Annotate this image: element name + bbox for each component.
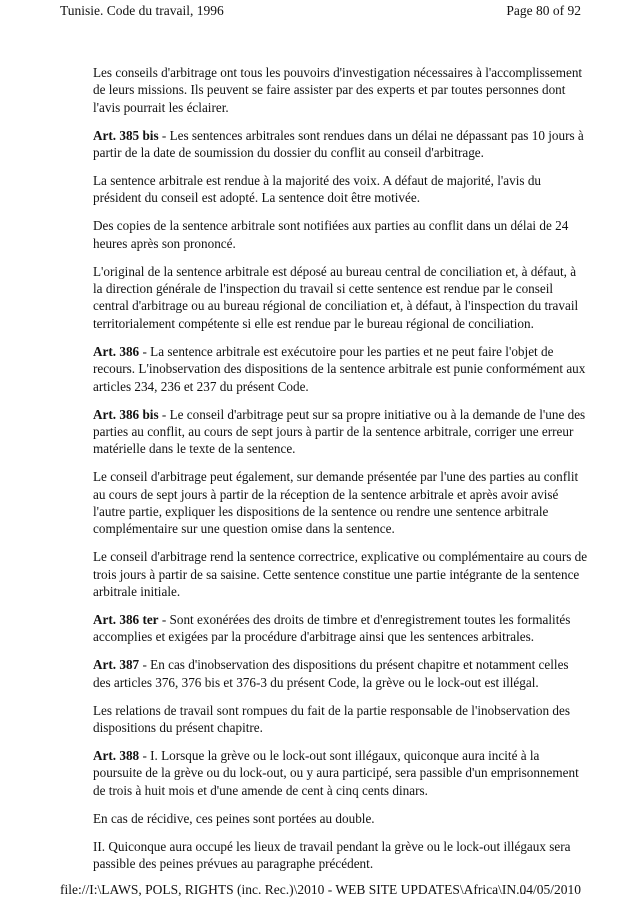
- print-date: 04/05/2010: [519, 882, 581, 897]
- paragraph: [93, 838, 588, 873]
- paragraph-text: La sentence arbitrale est rendue à la majorité des voix. A défaut de majorité, l'avis du président du conseil est adopté. La sentence doit être motivée.: [93, 173, 542, 206]
- paragraph-text: - En cas d'inobservation des dispositions du présent chapitre et notamment celles des articles 376, 376 bis et 376-3 du présent Code, la grève ou le lock-out est illégal.: [93, 657, 569, 690]
- paragraph: [93, 548, 588, 600]
- paragraph-text: - Sont exonérées des droits de timbre et d'enregistrement toutes les formalités accomplies et exigées par la procédure d'arbitrage ainsi que les sentences arbitrales.: [93, 612, 571, 645]
- paragraph: [93, 611, 588, 646]
- paragraph: [93, 172, 588, 207]
- paragraph: [93, 656, 588, 691]
- page-header: [60, 1, 581, 23]
- article-label: Art. 387: [93, 657, 140, 673]
- article-label: Art. 386 bis: [93, 406, 159, 422]
- paragraph-text: - Le conseil d'arbitrage peut sur sa propre initiative ou à la demande de l'une des parties au conflit, au cours de sept jours à partir de la sentence arbitrale, corriger une erreur matérielle dans le texte de la sentence.: [93, 406, 586, 457]
- paragraph: [93, 747, 588, 799]
- paragraph-text: Les relations de travail sont rompues du fait de la partie responsable de l'inobservation des dispositions du présent chapitre.: [93, 702, 570, 736]
- paragraph: [93, 810, 588, 827]
- page-footer: [60, 882, 581, 900]
- paragraph-text: - La sentence arbitrale est exécutoire pour les parties et ne peut faire l'objet de recours. L'inobservation des dispositions de la sentence arbitrale est punie conformément aux articles 234, 236 et 237 du présent Code.: [93, 343, 586, 394]
- paragraph-text: - Les sentences arbitrales sont rendues dans un délai ne dépassant pas 10 jours à partir de la date de soumission du dossier du conflit au conseil d'arbitrage.: [93, 127, 584, 161]
- article-label: Art. 386: [93, 343, 140, 359]
- paragraph-text: II. Quiconque aura occupé les lieux de travail pendant la grève ou le lock-out illégaux sera passible des peines prévues au paragraphe précédent.: [93, 838, 571, 872]
- paragraph-text: En cas de récidive, ces peines sont portées au double.: [93, 810, 375, 826]
- paragraph: [93, 468, 588, 538]
- paragraph-text: Des copies de la sentence arbitrale sont notifiées aux parties au conflit dans un délai de 24 heures après son prononcé.: [93, 218, 569, 251]
- paragraph-text: L'original de la sentence arbitrale est déposé au bureau central de conciliation et, à défaut, à la direction générale de l'inspection du travail si cette sentence est rendue par le conseil central d'arbitrage ou au bureau régional de conciliation et, à défaut, à l'inspection du travail territorialement compétente si elle est rendue par le bureau régional de conciliation.: [93, 263, 579, 331]
- paragraph: [93, 217, 588, 252]
- paragraph: [93, 343, 588, 395]
- paragraph: [93, 64, 588, 116]
- paragraph: [93, 702, 588, 737]
- article-label: Art. 386 ter: [93, 612, 159, 628]
- article-label: Art. 388: [93, 748, 140, 763]
- document-body: [93, 64, 588, 883]
- article-label: Art. 385 bis: [93, 127, 159, 143]
- paragraph: [93, 263, 588, 333]
- paragraph-text: Les conseils d'arbitrage ont tous les pouvoirs d'investigation nécessaires à l'accomplissement de leurs missions. Ils peuvent se faire assister par des experts et par toutes personnes dont l'avis pourrait les éclairer.: [93, 65, 583, 115]
- paragraph-text: Le conseil d'arbitrage rend la sentence correctrice, explicative ou complémentaire au cours de trois jours à partir de sa saisine. Cette sentence constitue une partie intégrante de la sentence arbitrale initiale.: [93, 549, 588, 600]
- paragraph: [93, 406, 588, 458]
- paragraph-text: - I. Lorsque la grève ou le lock-out sont illégaux, quiconque aura incité à la poursuite de la grève ou du lock-out, ou y aura participé, sera passible d'un emprisonnement de trois à huit mois et d'une amende de cent à cinq cents dinars.: [93, 748, 579, 798]
- paragraph-text: Le conseil d'arbitrage peut également, sur demande présentée par l'une des parties au conflit au cours de sept jours à partir de la réception de la sentence arbitrale et après avoir avisé l'autre partie, expliquer les dispositions de la sentence ou rendre une sentence arbitrale complémentaire sur une question omise dans la sentence.: [93, 469, 579, 537]
- file-path: file://I:\LAWS, POLS, RIGHTS (inc. Rec.)\2010 - WEB SITE UPDATES\Africa\IN...: [60, 882, 527, 897]
- paragraph: [93, 127, 588, 162]
- document-title: Tunisie. Code du travail, 1996: [60, 3, 224, 18]
- page-number: Page 80 of 92: [506, 3, 581, 18]
